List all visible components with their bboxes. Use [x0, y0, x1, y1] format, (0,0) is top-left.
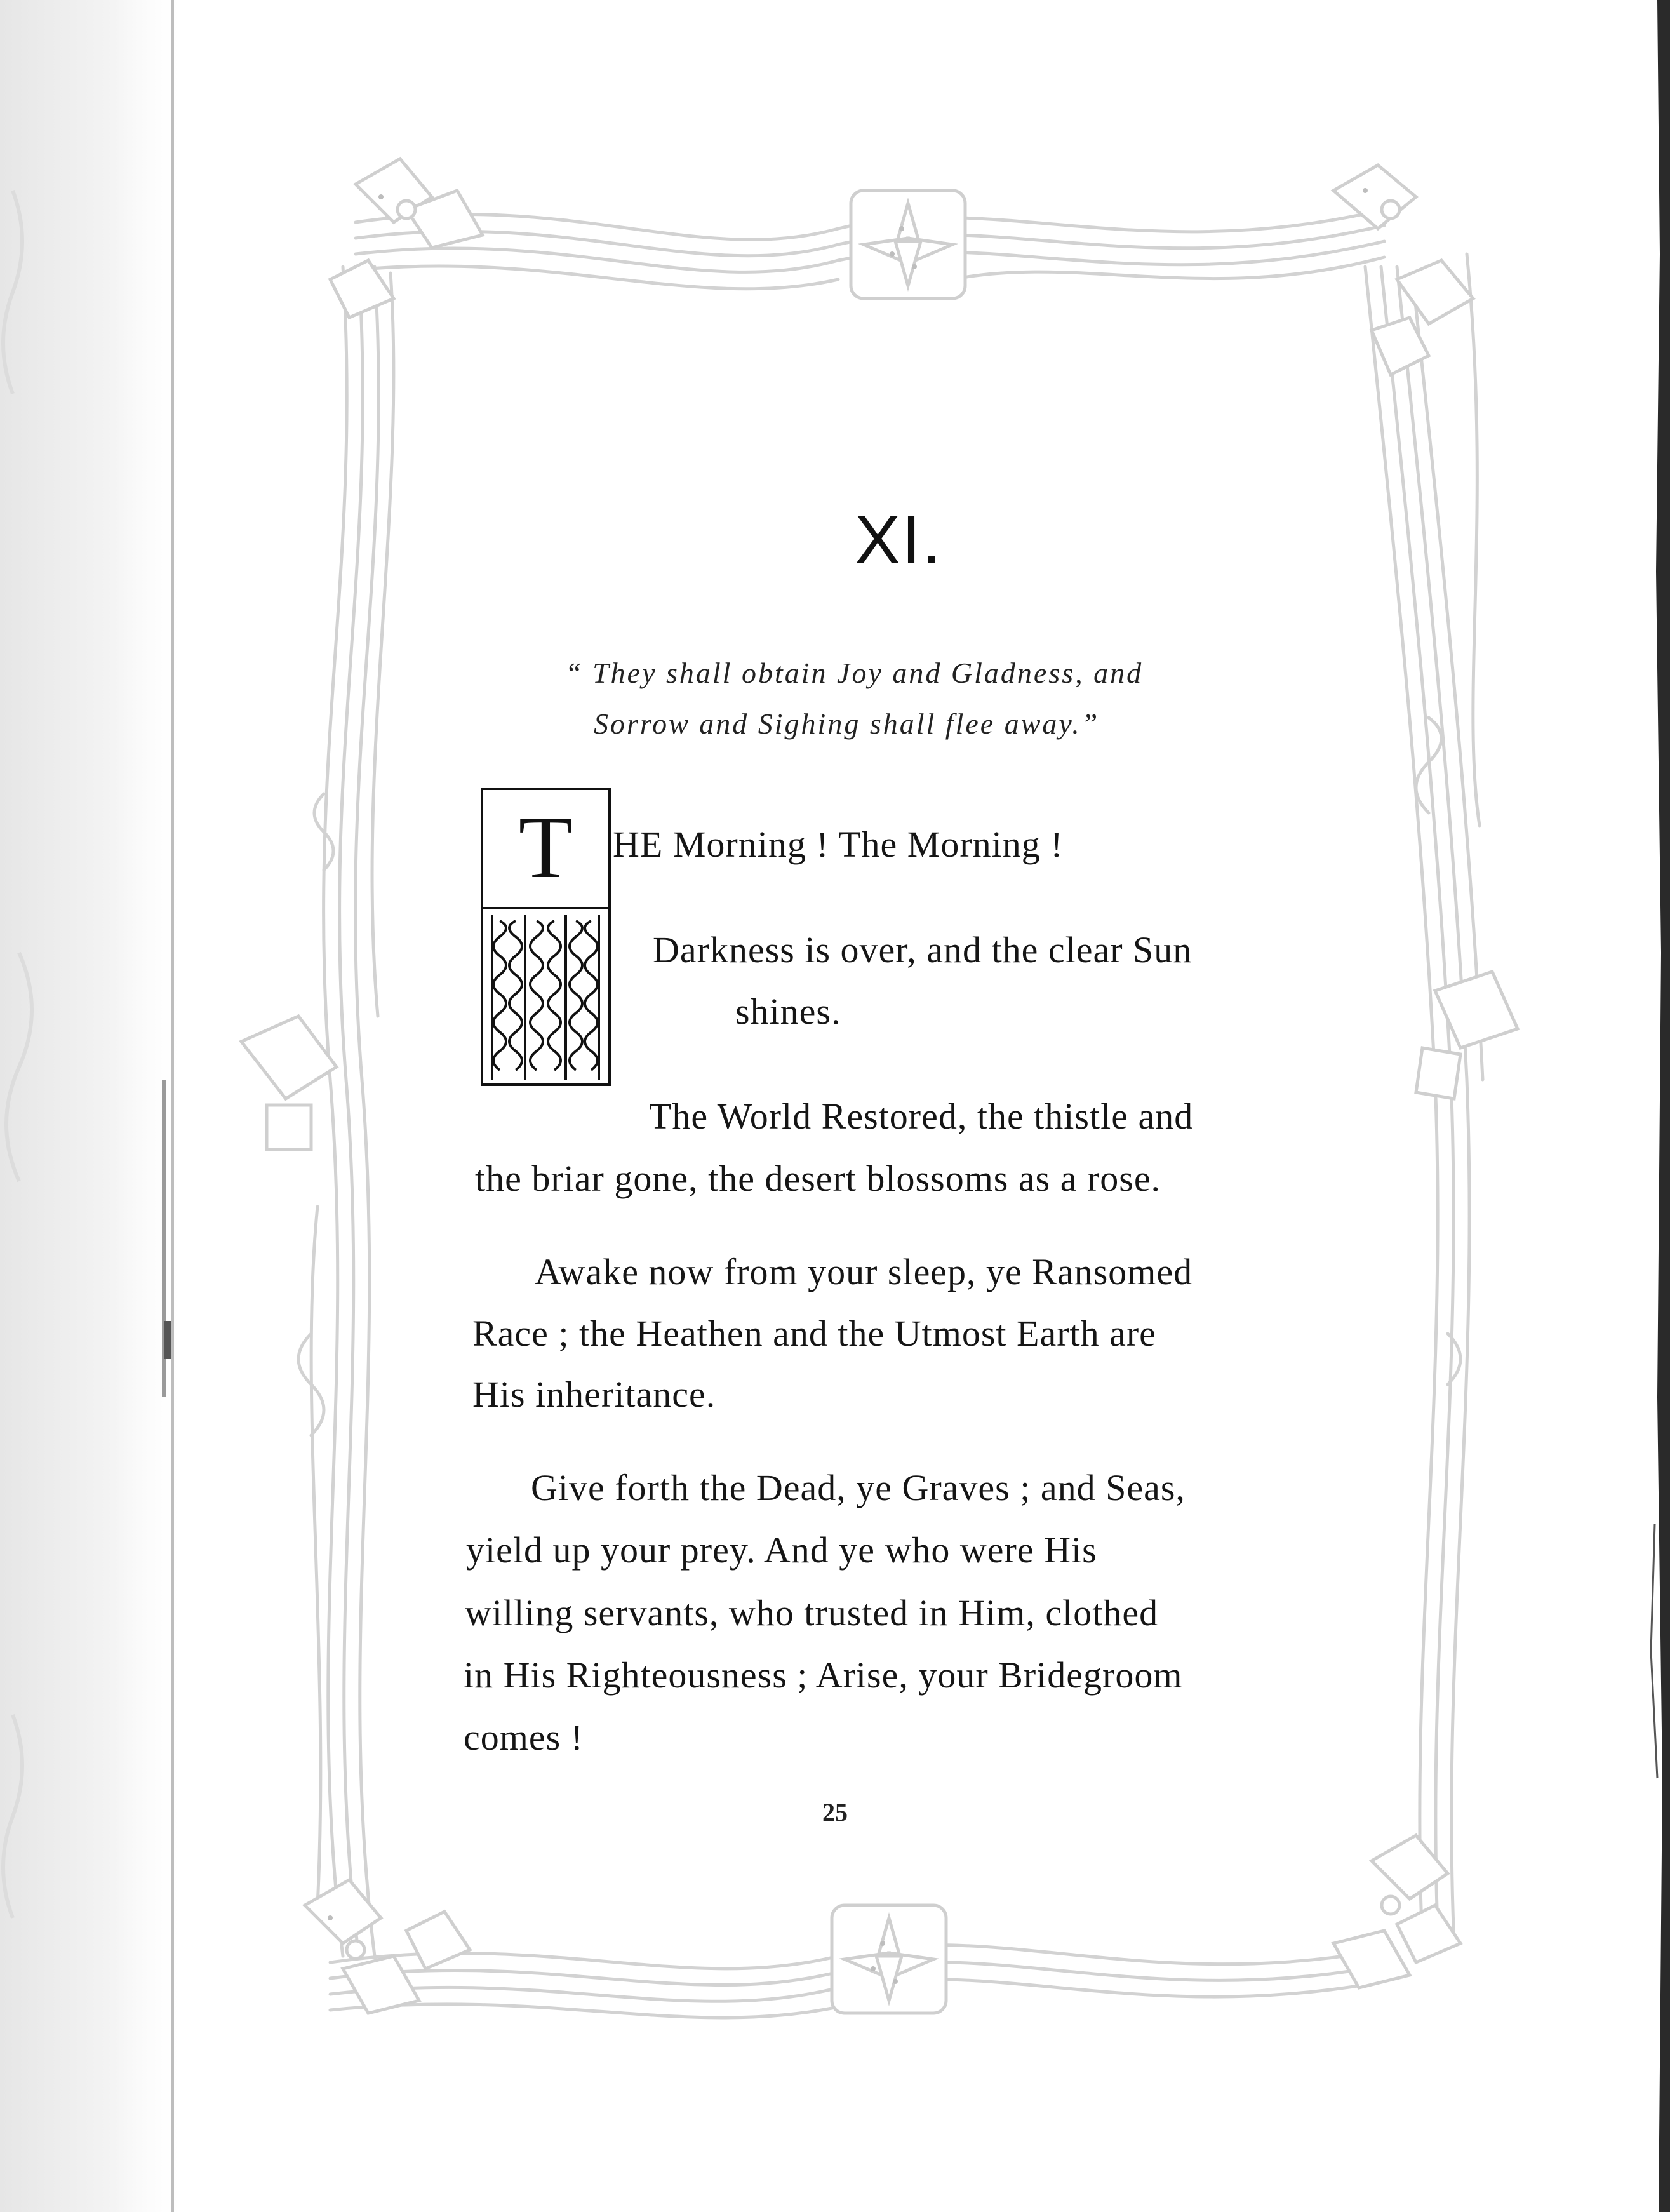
drop-cap-letter: T	[518, 798, 573, 897]
paragraph-5-line-5: comes !	[464, 1717, 584, 1758]
paragraph-3-line-2: the briar gone, the desert blossoms as a rose.	[475, 1158, 1161, 1199]
paragraph-4-line-2: Race ; the Heathen and the Utmost Earth are	[472, 1313, 1156, 1354]
paragraph-4-line-3: His inheritance.	[472, 1374, 716, 1415]
paragraph-3-line-1: The World Restored, the thistle and	[649, 1096, 1194, 1137]
epigraph-line-1: “ They shall obtain Joy and Gladness, and	[565, 657, 1144, 689]
drop-cap-block	[481, 788, 611, 1086]
paragraph-4-line-1: Awake now from your sleep, ye Ransomed	[535, 1251, 1193, 1292]
paragraph-2-line-2: shines.	[735, 991, 841, 1032]
paragraph-5-line-1: Give forth the Dead, ye Graves ; and Seas,	[531, 1467, 1186, 1508]
epigraph	[540, 648, 1238, 749]
page-number: 25	[822, 1798, 848, 1827]
rope-pattern-icon	[492, 915, 599, 1080]
paragraph-5-line-4: in His Righteousness ; Arise, your Bridegroom	[464, 1654, 1183, 1696]
paragraph-2-line-1: Darkness is over, and the clear Sun	[653, 929, 1192, 970]
epigraph-line-2: Sorrow and Sighing shall flee away.”	[594, 707, 1100, 740]
chapter-numeral: XI.	[854, 501, 943, 578]
paragraph-5-line-3: willing servants, who trusted in Him, clothed	[465, 1592, 1159, 1633]
paragraph-5-line-2: yield up your prey. And ye who were His	[466, 1529, 1097, 1571]
paragraph-1-line-1: HE Morning ! The Morning !	[613, 824, 1064, 865]
